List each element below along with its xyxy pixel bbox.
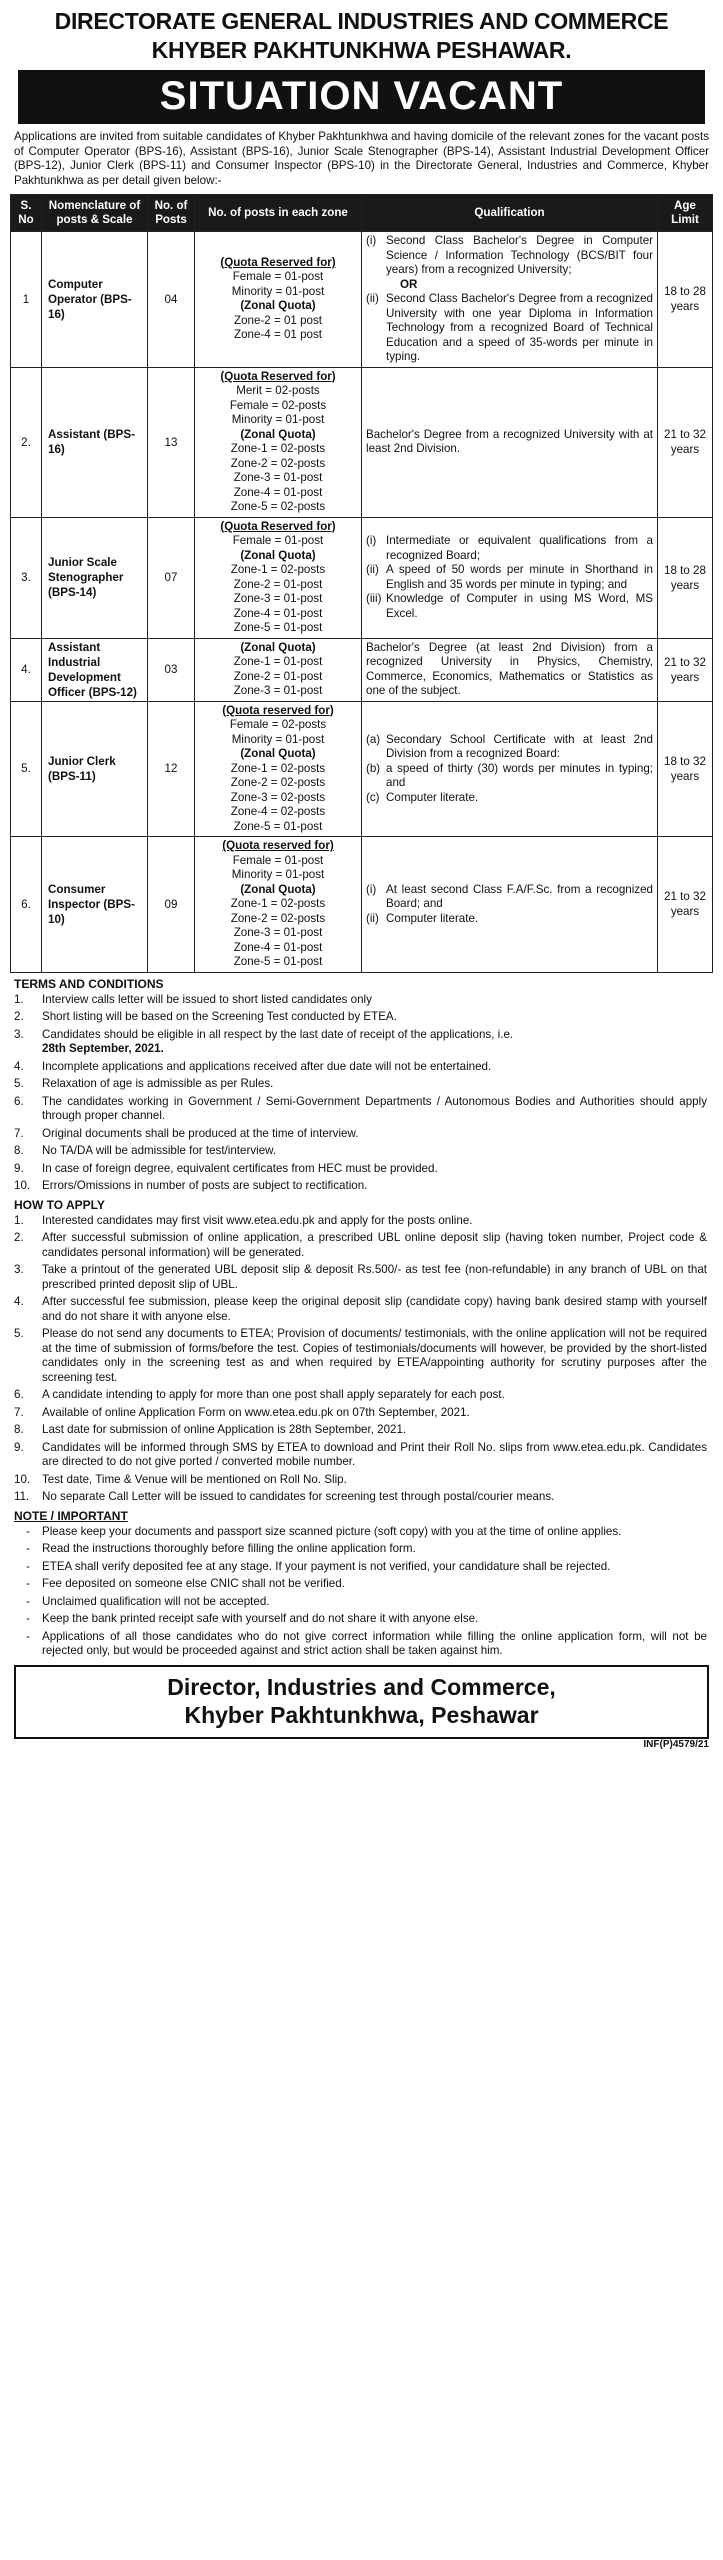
qualification-number: (c) (366, 790, 380, 804)
cell-sno: 1 (11, 232, 42, 368)
quota-line: Zone-2 = 01-post (233, 669, 323, 683)
quota-line: Female = 01-post (232, 534, 324, 547)
qualification-or: OR (400, 277, 418, 291)
footer-signature-block (14, 1665, 709, 1739)
quota-line: Zone-4 = 01 post (234, 328, 322, 342)
quota-line: Zone-5 = 01-post (233, 819, 323, 833)
qualification-text: Intermediate or equivalent qualifications from a recognized Board; (386, 534, 653, 562)
quota-line: (Zonal Quota) (240, 882, 316, 896)
terms-item-body: Short listing will be based on the Screening Test conducted by ETEA. (42, 1010, 397, 1023)
terms-item-text (42, 1179, 707, 1194)
apply-item-number: 10. (14, 1472, 31, 1486)
cell-post-name: Consumer Inspector (BPS-10) (42, 837, 148, 973)
quota-line: Merit = 02-posts (236, 384, 320, 397)
terms-item-text (42, 1095, 707, 1124)
terms-item-number: 9. (14, 1161, 24, 1175)
terms-item-number: 6. (14, 1094, 24, 1108)
table-row (11, 837, 713, 973)
qualification-number: (iii) (366, 592, 382, 605)
apply-item (14, 1214, 707, 1229)
apply-item (14, 1327, 707, 1385)
qualification-number: (i) (366, 234, 377, 247)
cell-qualification (362, 517, 658, 638)
cell-zone-quota (195, 232, 362, 368)
terms-item (14, 993, 707, 1008)
terms-item-date: 28th September, 2021. (42, 1042, 164, 1055)
note-item-text: Fee deposited on someone else CNIC shall not be verified. (42, 1577, 345, 1590)
quota-line: Zone-2 = 02-posts (230, 776, 326, 789)
how-to-apply-title: HOW TO APPLY (14, 1197, 105, 1212)
qualification-item (366, 791, 653, 806)
qualification-text: Second Class Bachelor's Degree from a recognized University with one year Diploma in Information Technology from a recognized Board of Technical Education and a speed of 35-words per minute in typing. (386, 292, 653, 363)
qualification-text: Computer literate. (386, 790, 479, 804)
terms-item (14, 1127, 707, 1142)
table-row (11, 367, 713, 517)
qualification-item (366, 592, 653, 621)
terms-item-body: Relaxation of age is admissible as per Rules. (42, 1077, 274, 1090)
cell-qualification (362, 367, 658, 517)
quota-line: Zone-3 = 01-post (233, 926, 323, 939)
footer-line1: Director, Industries and Commerce, (167, 1673, 556, 1700)
cell-no-of-posts: 12 (148, 701, 195, 837)
cell-post-name: Assistant Industrial Development Officer (BPS-12) (42, 638, 148, 701)
cell-no-of-posts: 07 (148, 517, 195, 638)
qualification-text: Secondary School Certificate with at least 2nd Division from a recognized Board: (386, 732, 653, 760)
terms-item (14, 1144, 707, 1159)
cell-qualification (362, 837, 658, 973)
note-item-text: Keep the bank printed receipt safe with yourself and do not share it with anyone else. (42, 1612, 479, 1625)
bullet-icon: - (26, 1577, 30, 1590)
quota-line: (Zonal Quota) (240, 427, 316, 441)
notes-list (10, 1525, 713, 1659)
quota-line: Minority = 01-post (231, 732, 325, 746)
terms-list (10, 993, 713, 1194)
terms-item (14, 1060, 707, 1075)
terms-item-text (42, 1028, 707, 1057)
quota-line: Zone-4 = 01-post (233, 940, 323, 954)
quota-line: (Zonal Quota) (240, 299, 316, 313)
quota-line: Zone-3 = 01-post (233, 471, 323, 484)
apply-item-number: 11. (14, 1490, 30, 1503)
cell-post-name: Computer Operator (BPS-16) (42, 232, 148, 368)
terms-item-number: 10. (14, 1179, 31, 1192)
note-item (14, 1560, 707, 1575)
apply-item (14, 1388, 707, 1403)
terms-item (14, 1010, 707, 1025)
terms-item-body: The candidates working in Government / Semi-Government Departments / Autonomous Bodies and Authorities should apply through proper channel. (42, 1094, 707, 1122)
quota-line: Zone-2 = 01-post (233, 577, 323, 591)
terms-item-number: 1. (14, 992, 24, 1006)
table-row (11, 701, 713, 837)
qualification-text: Bachelor's Degree from a recognized University with at least 2nd Division. (366, 427, 653, 455)
table-row (11, 517, 713, 638)
cell-sno: 6. (11, 837, 42, 973)
apply-item (14, 1423, 707, 1438)
qualification-text: Computer literate. (386, 911, 479, 925)
quota-line: Zone-5 = 01-post (233, 621, 323, 634)
terms-item (14, 1179, 707, 1194)
qualification-number: (i) (366, 882, 377, 896)
quota-line: Zone-5 = 02-posts (230, 500, 326, 513)
qualification-text: At least second Class F.A/F.Sc. from a recognized Board; and (386, 882, 653, 910)
note-item-text: Read the instructions thoroughly before filling the online application form. (42, 1542, 416, 1555)
terms-item-text (42, 1144, 707, 1159)
note-item (14, 1577, 707, 1592)
cell-no-of-posts: 03 (148, 638, 195, 701)
quota-line: Female = 01-post (232, 853, 324, 867)
note-item (14, 1612, 707, 1627)
note-item-text: Applications of all those candidates who do not give correct information while filling the online application form, will not be rejected only, but would be proceeded against and strict action shall be taken against him. (42, 1629, 707, 1657)
table-row (11, 232, 713, 368)
cell-zone-quota (195, 517, 362, 638)
qualification-item (366, 733, 653, 762)
quota-line: Minority = 01-post (231, 413, 325, 426)
apply-item-text: After successful fee submission, please keep the original deposit slip (candidate copy) having bank desired stamp with yourself and do not share it with anyone else. (42, 1295, 707, 1323)
qualification-text: a speed of thirty (30) words per minutes in typing; and (386, 761, 653, 789)
qualification-text: Knowledge of Computer in using MS Word, MS Excel. (386, 592, 653, 620)
terms-item-body: Original documents shall be produced at the time of interview. (42, 1126, 359, 1140)
terms-item-body: No TA/DA will be admissible for test/interview. (42, 1144, 277, 1157)
table-row (11, 638, 713, 701)
quota-line: (Zonal Quota) (240, 747, 316, 760)
qualification-item (366, 563, 653, 592)
quota-line: Zone-1 = 02-posts (230, 761, 326, 775)
posts-table (10, 194, 713, 973)
cell-age-limit: 21 to 32 years (658, 837, 713, 973)
note-item-text: ETEA shall verify deposited fee at any stage. If your payment is not verified, your candidature shall be rejected. (42, 1559, 611, 1573)
cell-sno: 3. (11, 517, 42, 638)
terms-item-body: In case of foreign degree, equivalent certificates from HEC must be provided. (42, 1161, 438, 1175)
cell-age-limit: 21 to 32 years (658, 367, 713, 517)
header-sno: S. No (11, 195, 42, 232)
cell-no-of-posts: 13 (148, 367, 195, 517)
quota-line: Zone-4 = 01-post (233, 606, 323, 620)
apply-item-text: Please do not send any documents to ETEA; Provision of documents/ testimonials, with the online application will not be required at the time of submission of forms/before the test. Copies of testimonials/documents will however, be provided by the short-listed candidates only in the screening test as and when required by ETEA/appointing authority for scrutiny purposes after the screening test. (42, 1327, 707, 1384)
cell-zone-quota (195, 837, 362, 973)
quota-line: Zone-4 = 02-posts (230, 805, 326, 818)
quota-line: Zone-1 = 01-post (233, 655, 323, 668)
terms-item-text (42, 1077, 707, 1092)
footer-line2: Khyber Pakhtunkhwa, Peshawar (184, 1701, 539, 1728)
terms-item (14, 1162, 707, 1177)
notes-title: NOTE / IMPORTANT (14, 1508, 128, 1523)
cell-age-limit: 18 to 28 years (658, 517, 713, 638)
apply-item-text: Test date, Time & Venue will be mentioned on Roll No. Slip. (42, 1472, 347, 1486)
terms-item-number: 4. (14, 1059, 24, 1073)
apply-item-text: Candidates will be informed through SMS by ETEA to download and Print their Roll No. slips from www.etea.edu.pk. Candidates are directed to do not give ported / converted mobile number. (42, 1440, 707, 1468)
header-name: Nomenclature of posts & Scale (42, 195, 148, 232)
advertisement-page (10, 0, 713, 1750)
terms-item-text (42, 1162, 707, 1177)
quota-line: (Quota reserved for) (222, 703, 334, 717)
terms-item-text (42, 993, 707, 1008)
note-item (14, 1595, 707, 1610)
apply-item-number: 3. (14, 1263, 24, 1276)
quota-line: Female = 02-posts (229, 398, 327, 412)
reference-number: INF(P)4579/21 (643, 1738, 709, 1750)
terms-item-number: 2. (14, 1010, 24, 1023)
header-title-line2: KHYBER PAKHTUNKHWA PESHAWAR. (151, 37, 572, 63)
cell-age-limit: 18 to 28 years (658, 232, 713, 368)
terms-item-number: 3. (14, 1027, 24, 1041)
terms-item (14, 1028, 707, 1057)
note-item (14, 1525, 707, 1540)
quota-line: Zone-2 = 02-posts (230, 911, 326, 925)
apply-item-number: 8. (14, 1423, 24, 1436)
header-age-limit: Age Limit (658, 195, 713, 232)
bullet-icon: - (26, 1524, 30, 1538)
apply-item-text: No separate Call Letter will be issued to candidates for screening test through postal/courier means. (42, 1490, 555, 1503)
quota-line: Female = 02-posts (229, 718, 327, 731)
quota-line: (Zonal Quota) (240, 548, 316, 562)
quota-line: Zone-1 = 02-posts (230, 897, 326, 910)
terms-item-number: 8. (14, 1144, 24, 1157)
quota-line: Zone-2 = 01 post (234, 313, 322, 327)
terms-item-text (42, 1010, 707, 1025)
quota-line: Zone-3 = 01-post (233, 684, 323, 697)
apply-item (14, 1406, 707, 1421)
quota-line: Minority = 01-post (231, 284, 325, 298)
cell-post-name: Junior Scale Stenographer (BPS-14) (42, 517, 148, 638)
header-no-of-posts: No. of Posts (148, 195, 195, 232)
quota-line: Zone-1 = 02-posts (230, 563, 326, 576)
qualification-text: Second Class Bachelor's Degree in Computer Science / Information Technology (BCS/BIT four years) from a recognized University; (386, 234, 653, 276)
cell-no-of-posts: 09 (148, 837, 195, 973)
situation-vacant-banner: SITUATION VACANT (18, 70, 705, 124)
terms-item-body: Interview calls letter will be issued to short listed candidates only (42, 992, 372, 1006)
quota-line: (Quota Reserved for) (220, 369, 336, 383)
cell-post-name: Assistant (BPS-16) (42, 367, 148, 517)
terms-title: TERMS AND CONDITIONS (14, 976, 164, 991)
cell-age-limit: 18 to 32 years (658, 701, 713, 837)
qualification-number: (a) (366, 732, 381, 746)
apply-item (14, 1441, 707, 1470)
bullet-icon: - (26, 1542, 30, 1555)
terms-item (14, 1095, 707, 1124)
cell-sno: 5. (11, 701, 42, 837)
intro-paragraph: Applications are invited from suitable candidates of Khyber Pakhtunkhwa and having domicile of the relevant zones for the vacant posts of Computer Operator (BPS-16), Assistant (BPS-16), Junior Scale Stenographer (BPS-14), Assistant Industrial Development Officer (BPS-12), Junior Clerk (BPS-11) and Consumer Inspector (BPS-10) in the Directorate General, Industries and Commerce, Khyber Pakhtunkhwa as per detail given below:- (14, 130, 709, 187)
qualification-number: (i) (366, 534, 377, 547)
qualification-item (366, 292, 653, 365)
quota-line: (Quota reserved for) (222, 839, 334, 852)
header-qualification: Qualification (362, 195, 658, 232)
bullet-icon: - (26, 1559, 30, 1573)
cell-post-name: Junior Clerk (BPS-11) (42, 701, 148, 837)
terms-item-body: Candidates should be eligible in all respect by the last date of receipt of the applications, i.e. (42, 1027, 514, 1041)
bullet-icon: - (26, 1612, 30, 1625)
cell-sno: 2. (11, 367, 42, 517)
quota-line: Female = 01-post (232, 270, 324, 284)
how-to-apply-list (10, 1214, 713, 1505)
terms-item-body: Errors/Omissions in number of posts are subject to rectification. (42, 1179, 368, 1192)
qualification-number: (ii) (366, 911, 379, 925)
quota-line: Zone-3 = 01-post (233, 592, 323, 605)
apply-item-text: Take a printout of the generated UBL deposit slip & deposit Rs.500/- as test fee (non-refundable) in any branch of UBL on that prescribed printed deposit slip of UBL. (42, 1263, 707, 1291)
apply-item (14, 1295, 707, 1324)
cell-zone-quota (195, 367, 362, 517)
apply-item (14, 1490, 707, 1505)
terms-item-text (42, 1127, 707, 1142)
apply-item-number: 7. (14, 1405, 24, 1419)
apply-item (14, 1473, 707, 1488)
quota-line: (Quota Reserved for) (220, 519, 336, 533)
qualification-text: Bachelor's Degree (at least 2nd Division) from a recognized University in Physics, Chemistry, Commerce, Economics, Mathematics or Statistics as one of the subject. (366, 640, 653, 697)
cell-zone-quota (195, 638, 362, 701)
cell-qualification (362, 701, 658, 837)
note-item (14, 1542, 707, 1557)
terms-item-body: Incomplete applications and applications received after due date will not be entertained. (42, 1059, 492, 1073)
apply-item (14, 1231, 707, 1260)
cell-qualification (362, 638, 658, 701)
qualification-number: (ii) (366, 563, 379, 576)
quota-line: (Quota Reserved for) (220, 255, 336, 269)
qualification-item (366, 428, 653, 457)
cell-no-of-posts: 04 (148, 232, 195, 368)
quota-line: (Zonal Quota) (240, 640, 316, 654)
apply-item-number: 2. (14, 1231, 24, 1244)
quota-line: Zone-4 = 01-post (233, 485, 323, 499)
qualification-item (366, 883, 653, 912)
terms-item-text (42, 1060, 707, 1075)
qualification-text: A speed of 50 words per minute in Shorthand in English and 35 words per minute in typing; and (386, 563, 653, 591)
apply-item-text: Available of online Application Form on www.etea.edu.pk on 07th September, 2021. (42, 1405, 470, 1419)
header-title-line1: DIRECTORATE GENERAL INDUSTRIES AND COMMERCE (54, 8, 669, 34)
terms-item (14, 1077, 707, 1092)
quota-line: Zone-5 = 01-post (233, 955, 323, 968)
apply-item-text: Interested candidates may first visit www.etea.edu.pk and apply for the posts online. (42, 1213, 473, 1227)
qualification-number: (ii) (366, 292, 379, 305)
apply-item-text: A candidate intending to apply for more than one post shall apply separately for each post. (42, 1388, 505, 1401)
quota-line: Zone-2 = 02-posts (230, 456, 326, 470)
apply-item-number: 9. (14, 1440, 24, 1454)
qualification-item (366, 762, 653, 791)
note-item-text: Please keep your documents and passport size scanned picture (soft copy) with you at the time of online applies. (42, 1524, 622, 1538)
apply-item-number: 6. (14, 1388, 24, 1401)
bullet-icon: - (26, 1629, 30, 1643)
qualification-item (366, 641, 653, 699)
cell-zone-quota (195, 701, 362, 837)
apply-item-text: Last date for submission of online Application is 28th September, 2021. (42, 1423, 407, 1436)
cell-age-limit: 21 to 32 years (658, 638, 713, 701)
quota-line: Minority = 01-post (231, 868, 325, 881)
qualification-item (366, 912, 653, 927)
cell-qualification (362, 232, 658, 368)
bullet-icon: - (26, 1594, 30, 1608)
apply-item-number: 4. (14, 1295, 24, 1308)
apply-item-number: 5. (14, 1327, 24, 1340)
terms-item-number: 5. (14, 1077, 24, 1090)
apply-item-text: After successful submission of online application, a prescribed UBL online deposit slip (having token number, Project code & candidates personal information) will be generated. (42, 1231, 707, 1259)
note-item (14, 1630, 707, 1659)
qualification-number: (b) (366, 761, 381, 775)
qualification-item (366, 234, 653, 278)
note-item-text: Unclaimed qualification will not be accepted. (42, 1594, 270, 1608)
quota-line: Zone-1 = 02-posts (230, 442, 326, 455)
quota-line: Zone-3 = 02-posts (230, 790, 326, 804)
table-header-row (11, 195, 713, 232)
apply-item-number: 1. (14, 1213, 24, 1227)
cell-sno: 4. (11, 638, 42, 701)
terms-item-number: 7. (14, 1126, 24, 1140)
qualification-item (366, 534, 653, 563)
header-posts-per-zone: No. of posts in each zone (195, 195, 362, 232)
apply-item (14, 1263, 707, 1292)
